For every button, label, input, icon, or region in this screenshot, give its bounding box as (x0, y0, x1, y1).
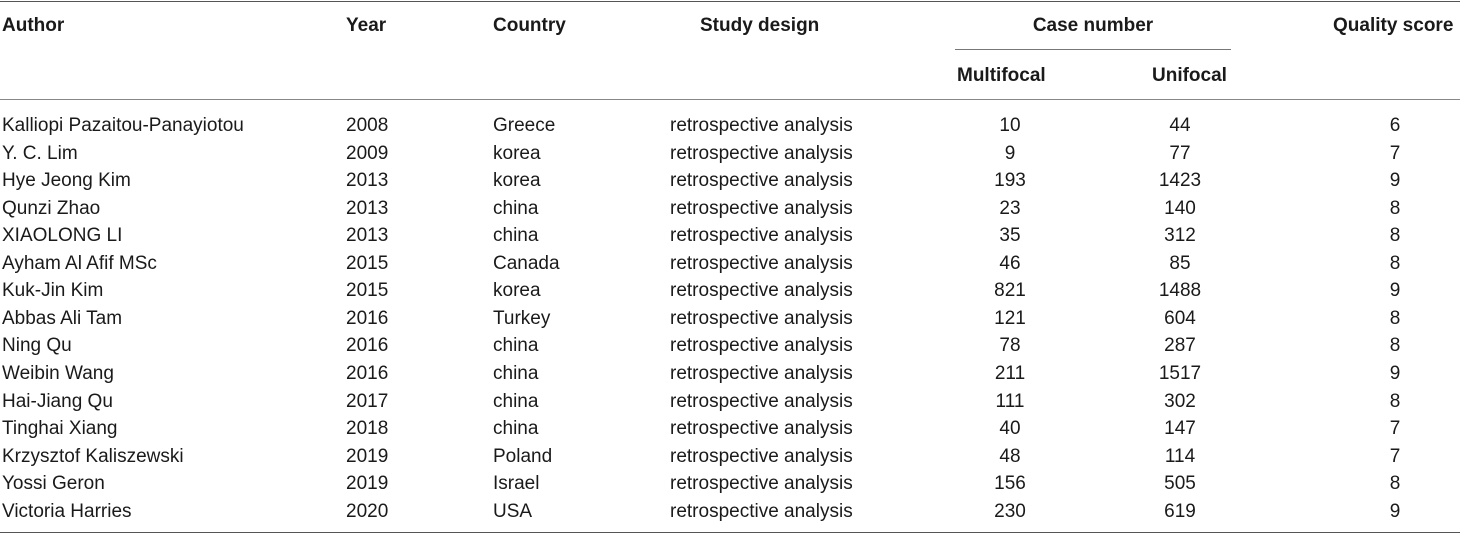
table-bottom-rule (0, 532, 1460, 533)
cell-study-design: retrospective analysis (670, 418, 853, 440)
cell-year: 2013 (346, 170, 389, 192)
cell-year: 2018 (346, 418, 389, 440)
cell-author: Victoria Harries (2, 500, 132, 522)
cell-quality-score: 8 (1389, 197, 1401, 219)
cell-country: china (493, 197, 539, 219)
cell-quality-score: 8 (1389, 225, 1401, 247)
cell-study-design: retrospective analysis (670, 390, 853, 412)
cell-study-design: retrospective analysis (670, 280, 853, 302)
cell-country: Turkey (493, 307, 551, 329)
cell-unifocal: 1423 (1158, 170, 1202, 192)
cell-country: USA (493, 500, 533, 522)
cell-multifocal: 23 (999, 197, 1021, 219)
table-top-rule (0, 1, 1460, 2)
cell-author: Ning Qu (2, 335, 72, 357)
table-row (0, 115, 1460, 143)
cell-multifocal: 9 (1004, 142, 1016, 164)
cell-unifocal: 302 (1164, 390, 1196, 412)
cell-multifocal: 121 (994, 307, 1026, 329)
cell-unifocal: 312 (1164, 225, 1196, 247)
cell-country: Poland (493, 445, 553, 467)
cell-year: 2019 (346, 445, 389, 467)
cell-author: Kuk-Jin Kim (2, 280, 104, 302)
cell-multifocal: 10 (999, 115, 1021, 136)
cell-multifocal: 35 (999, 225, 1021, 247)
cell-author: Ayham Al Afif MSc (2, 252, 157, 274)
cell-quality-score: 9 (1389, 362, 1401, 384)
cell-author: Yossi Geron (2, 473, 105, 495)
cell-multifocal: 156 (994, 473, 1026, 495)
cell-year: 2013 (346, 197, 389, 219)
table-row (0, 170, 1460, 198)
cell-author: Kalliopi Pazaitou-Panayiotou (2, 115, 244, 136)
header-year: Year (346, 15, 387, 36)
cell-country: Israel (493, 473, 540, 495)
cell-study-design: retrospective analysis (670, 307, 853, 329)
cell-quality-score: 9 (1389, 280, 1401, 302)
cell-quality-score: 9 (1389, 170, 1401, 192)
cell-country: korea (493, 170, 541, 192)
cell-multifocal: 211 (994, 362, 1026, 384)
cell-author: XIAOLONG LI (2, 225, 123, 247)
cell-study-design: retrospective analysis (670, 445, 853, 467)
cell-study-design: retrospective analysis (670, 170, 853, 192)
header-case-number: Case number (1032, 15, 1154, 36)
cell-study-design: retrospective analysis (670, 142, 853, 164)
cell-study-design: retrospective analysis (670, 335, 853, 357)
cell-year: 2016 (346, 307, 389, 329)
cell-study-design: retrospective analysis (670, 473, 853, 495)
cell-year: 2017 (346, 390, 389, 412)
cell-author: Hye Jeong Kim (2, 170, 131, 192)
cell-study-design: retrospective analysis (670, 225, 853, 247)
cell-study-design: retrospective analysis (670, 115, 853, 136)
cell-year: 2019 (346, 473, 389, 495)
cell-year: 2015 (346, 252, 389, 274)
cell-study-design: retrospective analysis (670, 500, 853, 522)
cell-unifocal: 44 (1169, 115, 1191, 136)
table-row (0, 363, 1460, 391)
cell-year: 2020 (346, 500, 389, 522)
header-multifocal: Multifocal (957, 65, 1046, 86)
cell-unifocal: 619 (1164, 500, 1196, 522)
table-row (0, 473, 1460, 501)
cell-multifocal: 78 (999, 335, 1021, 357)
header-quality-score: Quality score (1333, 15, 1454, 36)
cell-quality-score: 8 (1389, 307, 1401, 329)
cell-unifocal: 114 (1164, 445, 1196, 467)
header-country: Country (493, 15, 566, 36)
cell-country: china (493, 418, 539, 440)
case-number-span-rule (955, 49, 1231, 50)
cell-author: Hai-Jiang Qu (2, 390, 113, 412)
cell-study-design: retrospective analysis (670, 362, 853, 384)
cell-country: korea (493, 280, 541, 302)
cell-year: 2008 (346, 115, 389, 136)
cell-quality-score: 8 (1389, 473, 1401, 495)
table-row (0, 391, 1460, 419)
cell-multifocal: 48 (999, 445, 1021, 467)
cell-author: Krzysztof Kaliszewski (2, 445, 184, 467)
cell-quality-score: 6 (1389, 115, 1401, 136)
cell-year: 2015 (346, 280, 389, 302)
cell-study-design: retrospective analysis (670, 197, 853, 219)
cell-multifocal: 46 (999, 252, 1021, 274)
cell-multifocal: 230 (994, 500, 1026, 522)
cell-quality-score: 9 (1389, 500, 1401, 522)
table-row (0, 198, 1460, 226)
cell-country: korea (493, 142, 541, 164)
cell-unifocal: 1517 (1158, 362, 1202, 384)
table-row (0, 308, 1460, 336)
cell-quality-score: 8 (1389, 252, 1401, 274)
cell-unifocal: 1488 (1158, 280, 1202, 302)
cell-year: 2009 (346, 142, 389, 164)
cell-author: Abbas Ali Tam (2, 307, 123, 329)
table-row (0, 446, 1460, 474)
table-row (0, 225, 1460, 253)
header-unifocal: Unifocal (1152, 65, 1227, 86)
cell-unifocal: 604 (1164, 307, 1196, 329)
cell-multifocal: 111 (995, 390, 1025, 412)
table-row (0, 143, 1460, 171)
cell-multifocal: 40 (999, 418, 1021, 440)
cell-multifocal: 821 (994, 280, 1026, 302)
cell-country: Canada (493, 252, 560, 274)
cell-author: Weibin Wang (2, 362, 114, 384)
cell-quality-score: 8 (1389, 390, 1401, 412)
cell-year: 2016 (346, 335, 389, 357)
cell-unifocal: 140 (1164, 197, 1196, 219)
cell-multifocal: 193 (994, 170, 1026, 192)
table-row (0, 418, 1460, 446)
cell-author: Y. C. Lim (2, 142, 78, 164)
table-row (0, 280, 1460, 308)
cell-country: Greece (493, 115, 556, 136)
cell-country: china (493, 335, 539, 357)
cell-study-design: retrospective analysis (670, 252, 853, 274)
table-row (0, 335, 1460, 363)
cell-year: 2013 (346, 225, 389, 247)
cell-unifocal: 287 (1164, 335, 1196, 357)
header-bottom-rule (0, 99, 1460, 100)
cell-author: Qunzi Zhao (2, 197, 101, 219)
table-row (0, 501, 1460, 529)
header-author: Author (2, 15, 65, 36)
cell-unifocal: 85 (1169, 252, 1191, 274)
cell-country: china (493, 225, 539, 247)
table-row (0, 253, 1460, 281)
cell-unifocal: 77 (1169, 142, 1191, 164)
cell-unifocal: 147 (1164, 418, 1196, 440)
cell-unifocal: 505 (1164, 473, 1196, 495)
cell-country: china (493, 390, 539, 412)
cell-year: 2016 (346, 362, 389, 384)
cell-quality-score: 7 (1389, 142, 1401, 164)
cell-country: china (493, 362, 539, 384)
cell-quality-score: 8 (1389, 335, 1401, 357)
cell-quality-score: 7 (1389, 445, 1401, 467)
header-study-design: Study design (700, 15, 820, 36)
cell-author: Tinghai Xiang (2, 418, 118, 440)
cell-quality-score: 7 (1389, 418, 1401, 440)
